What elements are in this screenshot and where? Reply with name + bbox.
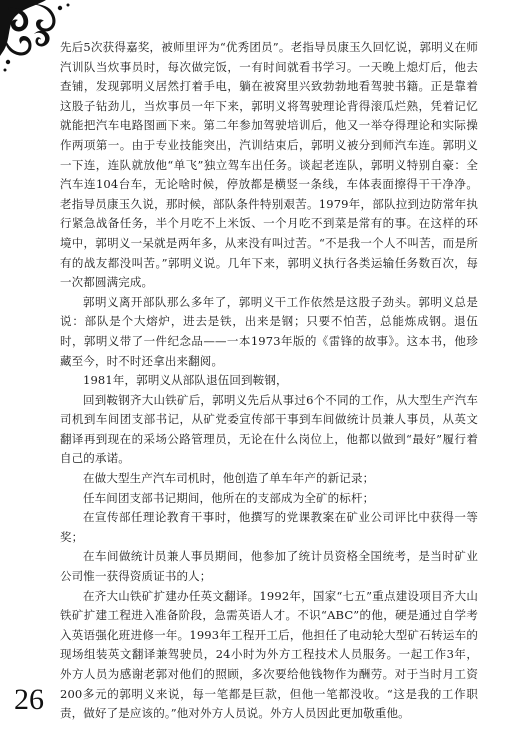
paragraph: 任车间团支部书记期间，他所在的支部成为全矿的标杆； <box>83 490 375 505</box>
paragraph: 1981年，郭明义从部队退伍回到鞍钢， <box>83 373 288 388</box>
paragraph: 先后5次获得嘉奖，被师里评为“优秀团员”。老指导员康玉久回忆说，郭明义在师汽训队当炊事员时，每次做完饭，一有时间就看书学习。一天晚上熄灯后，他去查铺，发现郭明义居然打着手电，躺在被窝里兴致勃勃地看驾驶书籍。正是靠着这股子钻劲儿，当炊事员一年下来，郭明义将驾驶理论背得滚瓜烂熟，凭着记忆就能把汽车电路图画下来。第二年参加驾驶培训后，他又一举夺得理论和实际操作两项第一。由于专业技能突出，汽训结束后，郭明义被分到师汽车连。郭明义一下连，连队就放他“单飞”独立驾车出任务。谈起老连队，郭明义特别自豪：全汽车连104台车，无论啥时候，停放都是横竖一条线，车体表面擦得干干净净。老指导员康玉久说，那时候，部队条件特别艰苦。1979年，部队拉到边防常年执行紧急战备任务，半个月吃不上米饭、一个月吃不到菜是常有的事。在这样的环境中，郭明义一呆就是两年多，从来没有叫过苦。“不是我一个人不叫苦，而是所有的战友都没叫苦。”郭明义说。几年下来，郭明义执行各类运输任务数百次，每一次都圆满完成。 <box>60 40 478 290</box>
paragraph: 在做大型生产汽车司机时，他创造了单车年产的新记录； <box>83 471 375 486</box>
page-number: 26 <box>14 683 44 716</box>
paragraph: 在车间做统计员兼人事员期间，他参加了统计员资格全国统考，是当时矿业公司惟一获得资质证书的人； <box>60 549 478 584</box>
paragraph: 在宣传部任理论教育干事时，他撰写的党课教案在矿业公司评比中获得一等奖； <box>60 510 478 544</box>
paragraph: 回到鞍钢齐大山铁矿后，郭明义先后从事过6个不同的工作，从大型生产汽车司机到车间团支部书记，从矿党委宣传部干事到车间做统计员兼人事员，从英文翻译再到现在的采场公路管理员，无论在什么岗位上，他都以做到“最好”履行着自己的承诺。 <box>60 392 478 466</box>
article-body <box>60 38 478 724</box>
paragraph: 在齐大山铁矿扩建办任英文翻译。1992年，国家“七五”重点建设项目齐大山铁矿扩建工程进入准备阶段，急需英语人才。不识“ABC”的他，硬是通过自学考入英语强化班进修一年。1993年工程开工后，他担任了电动轮大型矿石转运车的现场组装英文翻译兼驾驶员，24小时为外方工程技术人员服务。一起工作3年，外方人员为感谢老郭对他们的照顾，多次要给他钱物作为酬劳。对于当时月工资200多元的郭明义来说，每一笔都是巨款，但他一笔都没收。“这是我的工作职责，做好了是应该的。”他对外方人员说。外方人员因此更加敬重他。 <box>60 588 478 721</box>
paragraph: 郭明义离开部队那么多年了，郭明义干工作依然是这股子劲头。郭明义总是说：部队是个大熔炉，进去是铁，出来是钢；只要不怕苦，总能炼成钢。退伍时，郭明义带了一件纪念品——一本1973年版的《雷锋的故事》。这本书，他珍藏至今，时不时还拿出来翻阅。 <box>60 294 478 368</box>
